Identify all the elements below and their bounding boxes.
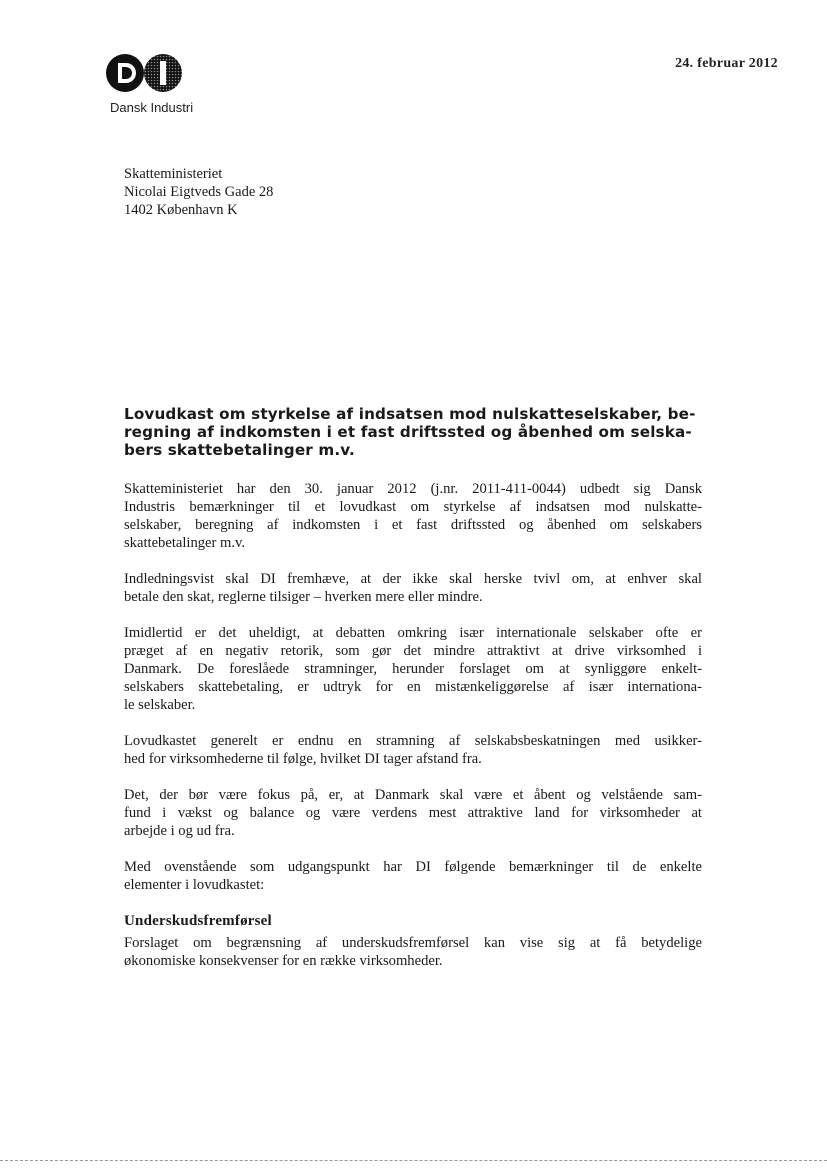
title-line: bers skattebetalinger m.v. [124, 441, 355, 459]
paragraph [124, 480, 702, 552]
paragraph-line: Danmark. De foreslåede stramninger, herunder forslaget om at synliggøre enkelt- [124, 661, 702, 677]
paragraph-line: Skatteministeriet har den 30. januar 2012 (j.nr. 2011-411-0044) udbedt sig Dansk [124, 481, 702, 497]
paragraph [124, 732, 702, 768]
paragraph-line: Med ovenstående som udgangspunkt har DI følgende bemærkninger til de enkelte [124, 859, 702, 875]
paragraph-line: skattebetalinger m.v. [124, 535, 246, 551]
letter-title [124, 405, 704, 459]
recipient-line: Skatteministeriet [124, 166, 223, 182]
paragraph-line: Imidlertid er det uheldigt, at debatten omkring især internationale selskaber ofte er [124, 625, 702, 641]
paragraph-line: Lovudkastet generelt er endnu en stramning af selskabsbeskatningen med usikker- [124, 733, 702, 749]
paragraph-line: elementer i lovudkastet: [124, 877, 265, 893]
section-heading: Underskudsfremførsel [124, 913, 272, 929]
di-logo [105, 52, 185, 96]
paragraph [124, 570, 702, 606]
paragraph-line: selskabers skattebetaling, er udtryk for en mistænkeliggørelse af især internationa- [124, 679, 702, 695]
paragraph-line: økonomiske konsekvenser for en række virksomheder. [124, 953, 443, 969]
paragraph-line: fund i vækst og balance og være verdens mest attraktive land for virksomheder at [124, 805, 702, 821]
paragraph [124, 624, 702, 714]
paragraph-line: Det, der bør være fokus på, er, at Danmark skal være et åbent og velstående sam- [124, 787, 702, 803]
paragraph-line: præget af en negativ retorik, som gør det mindre attraktivt at drive virksomhed i [124, 643, 702, 659]
paragraph-line: selskaber, beregning af indkomsten i et fast driftssted og åbenhed om selskabers [124, 517, 702, 533]
paragraph-line: Forslaget om begrænsning af underskudsfremførsel kan vise sig at få betydelige [124, 935, 702, 951]
paragraph-line: le selskaber. [124, 697, 196, 713]
letter-body [124, 480, 702, 970]
page-bottom-rule [0, 1160, 827, 1162]
paragraph-line: arbejde i og ud fra. [124, 823, 235, 839]
paragraph [124, 934, 702, 970]
title-line: regning af indkomsten i et fast driftssted og åbenhed om selska- [124, 423, 692, 441]
paragraph [124, 858, 702, 894]
paragraph-line: Indledningsvist skal DI fremhæve, at der ikke skal herske tvivl om, at enhver skal [124, 571, 702, 587]
recipient-line: 1402 København K [124, 202, 238, 218]
company-name: Dansk Industri [110, 100, 194, 115]
paragraph-line: hed for virksomhederne til følge, hvilket DI tager afstand fra. [124, 751, 482, 767]
recipient-line: Nicolai Eigtveds Gade 28 [124, 184, 274, 200]
paragraph-line: Industris bemærkninger til et lovudkast om styrkelse af indsatsen mod nulskatte- [124, 499, 702, 515]
letter-date: 24. februar 2012 [675, 56, 778, 71]
title-line: Lovudkast om styrkelse af indsatsen mod nulskatteselskaber, be- [124, 405, 696, 423]
di-logo-mark [105, 52, 185, 96]
recipient-address [124, 165, 273, 219]
paragraph-line: betale den skat, reglerne tilsiger – hverken mere eller mindre. [124, 589, 483, 605]
paragraph [124, 786, 702, 840]
